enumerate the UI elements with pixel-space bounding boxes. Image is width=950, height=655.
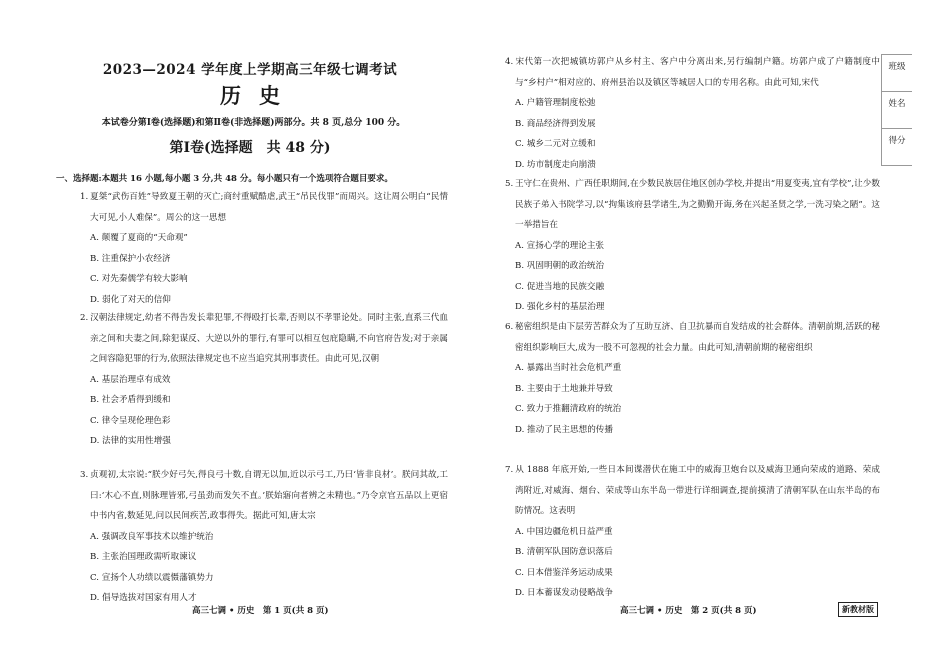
question-number: 5.: [505, 179, 514, 189]
question-stem: [505, 460, 880, 522]
question-text: 宋代第一次把城镇坊郭户从乡村主、客户中分离出来,另行编制户籍。坊郭户成了户籍制度中与“乡村户”相对应的、府州县治以及镇区等城居人口的专用名称。由此可知,宋代: [515, 57, 880, 88]
option-c[interactable]: C. 城乡二元对立缓和: [515, 139, 596, 149]
page-footer: 高三七调 • 历史 第 1 页(共 8 页): [192, 606, 329, 616]
option-b[interactable]: B. 巩固明朝的政治统治: [515, 261, 605, 271]
question-text: 王守仁在贵州、广西任职期间,在少数民族居住地区创办学校,并提出“用夏变夷,宜有学校”,让少数民族子弟入书院学习,以“拘集该府县学诸生,为之勤勤开诲,务在兴起圣贤之学,一洗习染之陋”。这一举措旨在: [515, 179, 880, 230]
option-b[interactable]: B. 注重保护小农经济: [90, 253, 171, 264]
question-6: [505, 317, 880, 440]
question-4: [505, 52, 880, 175]
question-number: 3.: [80, 470, 89, 480]
option-b[interactable]: B. 主要由于土地兼并导致: [515, 383, 613, 394]
option-a[interactable]: A. 暴露出当时社会危机严重: [515, 363, 622, 373]
option-d[interactable]: D. 坊市制度走向崩溃: [515, 159, 596, 170]
question-text: 贞观初,太宗说:“朕少好弓矢,得良弓十数,自谓无以加,近以示弓工,乃曰‘皆非良材’。朕问其故,工曰:‘木心不直,则脉理皆邪,弓虽劲而发矢不直。’朕始寤向者辨之未精也。”乃令京官五品以上更宿中书内省,数延见,问以民间疾苦,政事得失。据此可知,唐太宗: [90, 470, 448, 521]
exam-page-2: [475, 0, 950, 655]
option-b[interactable]: B. 主张治国理政需听取谏议: [90, 552, 197, 562]
edition-badge: 新教材版: [838, 602, 878, 617]
option-a[interactable]: A. 强调改良军事技术以维护统治: [90, 531, 214, 542]
page-footer: 高三七调 • 历史 第 2 页(共 8 页): [620, 606, 757, 616]
question-text: 秘密组织是由下层劳苦群众为了互助互济、自卫抗暴而自发结成的社会群体。清朝前期,活跃的秘密组织影响巨大,成为一股不可忽视的社会力量。由此可知,清朝前期的秘密组织: [515, 322, 880, 353]
option-d[interactable]: D. 倡导选拔对国家有用人才: [90, 593, 197, 603]
option-d[interactable]: D. 强化乡村的基层治理: [515, 302, 605, 312]
student-info-box: [881, 54, 912, 166]
question-3: [80, 465, 448, 609]
option-d[interactable]: D. 日本蓄谋发动侵略战争: [515, 588, 613, 598]
option-c[interactable]: C. 律令呈现伦理色彩: [90, 415, 171, 426]
option-b[interactable]: B. 商品经济得到发展: [515, 118, 596, 129]
option-a[interactable]: A. 宣扬心学的理论主张: [515, 240, 605, 251]
option-a[interactable]: A. 户籍管理制度松弛: [515, 98, 596, 108]
question-5: [505, 174, 880, 318]
option-c[interactable]: C. 宣扬个人功绩以震慑藩镇势力: [90, 572, 214, 583]
question-text: 夏桀“武伤百姓”导致夏王朝的灭亡;商纣重赋酷虐,武王“吊民伐罪”而周兴。这让周公明白“民情大可见,小人难保”。周公的这一思想: [90, 192, 448, 223]
option-b[interactable]: B. 清朝军队国防意识落后: [515, 547, 613, 557]
option-c[interactable]: C. 促进当地的民族交融: [515, 281, 605, 292]
question-stem: [80, 187, 448, 228]
question-number: 1.: [80, 192, 89, 202]
question-number: 4.: [505, 57, 514, 67]
question-stem: [505, 174, 880, 236]
question-stem: [80, 465, 448, 527]
question-stem: [80, 308, 448, 370]
name-field[interactable]: 姓名: [882, 91, 912, 128]
subject-title: 历史: [220, 83, 298, 108]
question-text: 从 1888 年底开始,一些日本间谍潜伏在施工中的威海卫炮台以及威海卫通向荣成的道路、荣成湾附近,对威海、烟台、荣成等山东半岛一带进行详细调查,提前摸清了清朝军队在山东半岛的布防情况。这表明: [515, 465, 880, 516]
question-number: 7.: [505, 465, 514, 475]
option-a[interactable]: A. 中国边疆危机日益严重: [515, 526, 613, 537]
question-text: 汉朝法律规定,幼者不得告发长辈犯罪,不得殴打长辈,否则以不孝罪论处。同时主张,直系三代血亲之间和夫妻之间,除犯谋反、大逆以外的罪行,有罪可以相互包庇隐瞒,不向官府告发;对于亲属之间容隐犯罪的行为,依照法律规定也不应当追究其刑事责任。由此可见,汉朝: [90, 313, 448, 364]
option-c[interactable]: C. 日本借鉴洋务运动成果: [515, 567, 613, 578]
question-number: 6.: [505, 322, 514, 332]
question-1: [80, 187, 448, 310]
option-d[interactable]: D. 推动了民主思想的传播: [515, 424, 613, 435]
option-a[interactable]: A. 基层治理卓有成效: [90, 374, 171, 385]
option-c[interactable]: C. 致力于推翻清政府的统治: [515, 404, 622, 414]
option-b[interactable]: B. 社会矛盾得到缓和: [90, 395, 171, 405]
option-d[interactable]: D. 法律的实用性增强: [90, 436, 171, 446]
question-stem: [505, 52, 880, 93]
question-number: 2.: [80, 313, 89, 323]
score-field[interactable]: 得分: [882, 128, 912, 165]
section-intro: 一、选择题:本题共 16 小题,每小题 3 分,共 48 分。每小题只有一个选项符合题目要求。: [56, 174, 393, 184]
section-title: 第Ⅰ卷(选择题 共 48 分): [169, 140, 331, 156]
question-7: [505, 460, 880, 604]
option-c[interactable]: C. 对先秦儒学有较大影响: [90, 274, 188, 284]
exam-title: 2023—2024 学年度上学期高三年级七调考试: [102, 62, 398, 78]
question-2: [80, 308, 448, 452]
class-field[interactable]: 班级: [882, 54, 912, 91]
option-d[interactable]: D. 弱化了对天的信仰: [90, 294, 171, 305]
exam-instructions: 本试卷分第Ⅰ卷(选择题)和第Ⅱ卷(非选择题)两部分。共 8 页,总分 100 分。: [101, 118, 406, 128]
option-a[interactable]: A. 颠覆了夏商的“天命观”: [90, 233, 188, 243]
question-stem: [505, 317, 880, 358]
